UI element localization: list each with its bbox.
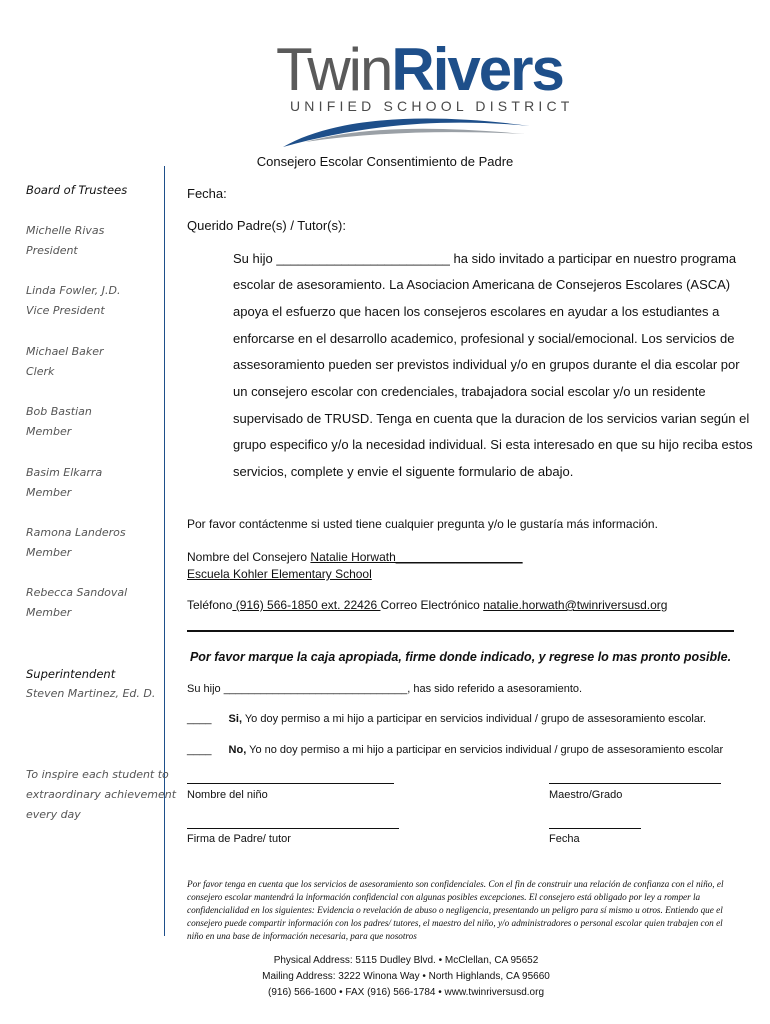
sidebar-divider <box>164 166 165 936</box>
member-role: Clerk <box>26 365 55 378</box>
physical-address: Physical Address: 5115 Dudley Blvd. • McClellan, CA 95652 <box>273 955 539 966</box>
counselor-label: Nombre del Consejero <box>187 550 308 564</box>
paragraph-line: un consejero escolar con credenciales, trabajadora social escolar y/o un residente <box>233 384 706 399</box>
superintendent-heading: Superintendent <box>26 667 116 681</box>
motto-line: every day <box>26 808 81 821</box>
counselor-value: Natalie Horwath___________________ <box>310 550 523 564</box>
motto-line: To inspire each student to <box>26 768 169 781</box>
district-footer <box>0 953 770 1001</box>
motto-line: extraordinary achievement <box>26 788 177 801</box>
member-role: Member <box>26 546 72 559</box>
board-heading: Board of Trustees <box>26 183 128 197</box>
member-role: Member <box>26 425 72 438</box>
form-instructions: Por favor marque la caja apropiada, firme donde indicado, y regrese lo mas pronto posible. <box>189 650 732 664</box>
paragraph-line: servicios, complete y envie el siguente formulario de abajo. <box>233 464 574 479</box>
parent-signature-line[interactable] <box>187 828 399 829</box>
paragraph-line: Su hijo ________________________ ha sido invitado a participar en nuestro programa <box>233 251 737 266</box>
logo-twin: Twin <box>276 36 392 103</box>
member-role: Member <box>26 486 72 499</box>
member-name: Ramona Landeros <box>26 526 126 539</box>
district-logo-subtitle: UNIFIED SCHOOL DISTRICT <box>290 98 574 114</box>
section-divider <box>187 630 734 632</box>
contact-info: (916) 566-1600 • FAX (916) 566-1784 • www.twinriversusd.org <box>267 987 545 998</box>
email-label: Correo Electrónico <box>380 598 480 612</box>
yes-checkbox-blank[interactable]: ____ <box>187 713 212 725</box>
referred-line: Su hijo ______________________________, has sido referido a asesoramiento. <box>187 683 583 695</box>
phone-label: Teléfono <box>187 598 233 612</box>
parent-signature-label: Firma de Padre/ tutor <box>187 833 291 845</box>
yes-label: Si, <box>228 713 242 725</box>
consent-no-option[interactable] <box>187 744 723 756</box>
paragraph-line: assesoramiento pueden ser previstos individual y/o en grupos durante el dia escolar por <box>233 357 740 372</box>
member-name: Basim Elkarra <box>26 466 103 479</box>
member-name: Rebecca Sandoval <box>26 586 128 599</box>
document-title: Consejero Escolar Consentimiento de Padre <box>256 154 514 169</box>
date-label: Fecha: <box>187 186 227 201</box>
logo-rivers: Rivers <box>391 36 563 103</box>
confidentiality-note: Por favor tenga en cuenta que los servicios de asesoramiento son confidenciales. Con el fin de construir una relación de confianza con el niño, el consejero escolar mantendrá la información confidencial con algunas posibles excepciones. El consejero está obligado por ley a romper la confidencialidad en los siguientes: Evidencia o revelación de abuso o negligencia, presentando un peligro para sí mismo u otros. Entiendo que el consejero puede compartir información con los padres/ tutores, el maestro del niño, y/o administradores o personal escolar quien trabajen con el niño en una base de información necesaria, para que nosotros <box>187 879 724 941</box>
no-text: Yo no doy permiso a mi hijo a participar en servicios individual / grupo de assesoramiento escolar <box>246 744 724 756</box>
superintendent-name: Steven Martinez, Ed. D. <box>26 687 156 700</box>
school-value: Kohler Elementary School <box>229 567 372 581</box>
logo-swoosh-icon <box>275 112 535 152</box>
paragraph-line: apoya el esfuerzo que hacen los consejeros escolares en ayudar a los estudiantes a <box>233 304 720 319</box>
member-role: President <box>26 244 78 257</box>
member-name: Linda Fowler, J.D. <box>26 284 121 297</box>
paragraph-line: grupo especifico y/o la necesidad individual. Si esta interesado en que su hijo reciba estos <box>233 437 753 452</box>
date-signature-line[interactable] <box>549 828 641 829</box>
no-checkbox-blank[interactable]: ____ <box>187 744 212 756</box>
greeting: Querido Padre(s) / Tutor(s): <box>187 218 346 233</box>
paragraph-line: escolar de asesoramiento. La Asociacion Americana de Consejeros Escolares (ASCA) <box>233 277 731 292</box>
email-value: natalie.horwath@twinriversusd.org <box>483 598 668 612</box>
member-name: Bob Bastian <box>26 405 92 418</box>
no-label: No, <box>228 744 247 756</box>
member-role: Vice President <box>26 304 105 317</box>
consent-yes-option[interactable] <box>187 713 706 725</box>
phone-email-line <box>187 598 667 612</box>
phone-value: (916) 566-1850 ext. 22426 <box>232 598 381 612</box>
member-name: Michael Baker <box>26 345 104 358</box>
member-role: Member <box>26 606 72 619</box>
date-signature-label: Fecha <box>549 833 580 845</box>
school-label: Escuela <box>187 567 230 581</box>
mailing-address: Mailing Address: 3222 Winona Way • North Highlands, CA 95660 <box>262 971 550 982</box>
child-name-signature-line[interactable] <box>187 783 394 784</box>
paragraph-line: supervisado de TRUSD. Tenga en cuenta que la duracion de los servicios varian según el <box>233 411 750 426</box>
district-logo-title <box>276 36 563 103</box>
yes-text: Yo doy permiso a mi hijo a participar en servicios individual / grupo de assesoramiento escolar. <box>242 713 707 725</box>
child-name-label: Nombre del niño <box>187 789 268 801</box>
contact-prompt: Por favor contáctenme si usted tiene cualquier pregunta y/o le gustaría más información. <box>187 517 658 531</box>
teacher-signature-line[interactable] <box>549 783 721 784</box>
paragraph-line: enforcarse en el desarrollo academico, profesional y social/emocional. Los servicios de <box>233 331 735 346</box>
school-line <box>187 567 372 581</box>
teacher-label: Maestro/Grado <box>549 789 623 801</box>
member-name: Michelle Rivas <box>26 224 105 237</box>
counselor-line <box>187 550 523 564</box>
